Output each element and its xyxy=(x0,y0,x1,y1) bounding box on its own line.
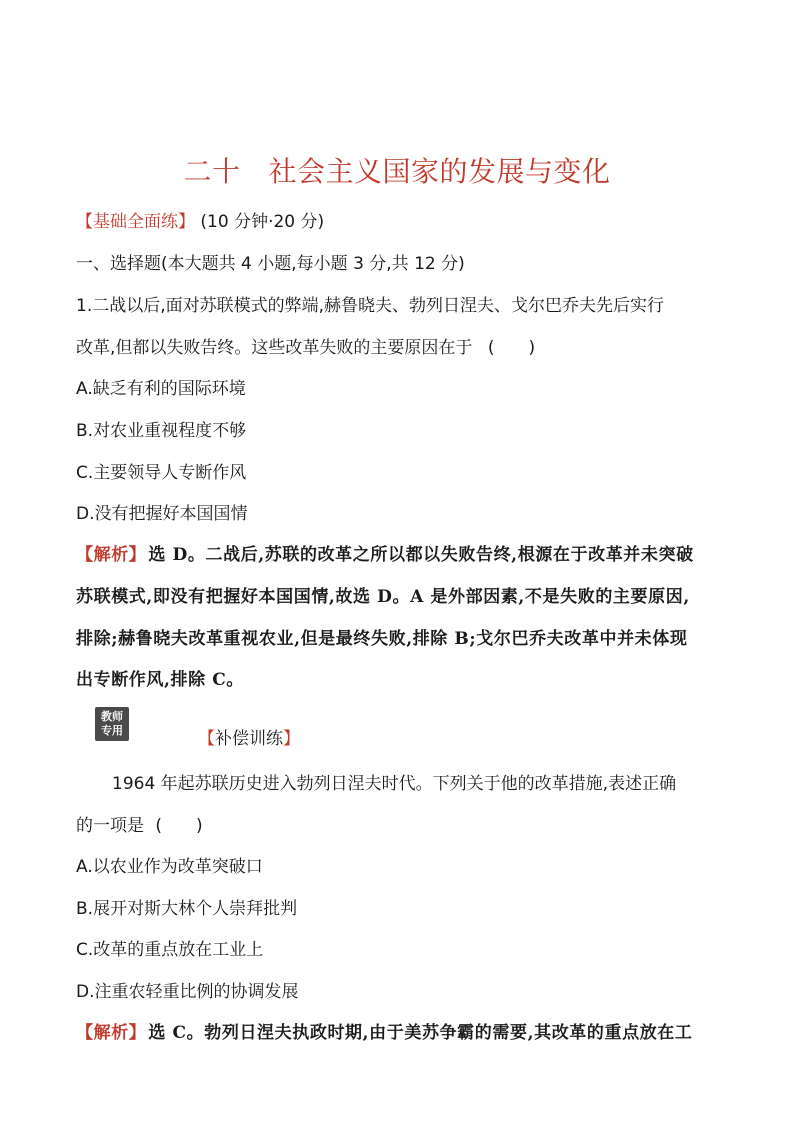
q1-option-b: B.对农业重视程度不够 xyxy=(76,421,247,441)
q2-stem-text: 的一项是 xyxy=(76,816,144,836)
title-text: 社会主义国家的发展与变化 xyxy=(268,155,611,188)
q1-stem-line1: 1.二战以后,面对苏联模式的弊端,赫鲁晓夫、勃列日涅夫、戈尔巴乔夫先后实行 xyxy=(76,296,665,316)
q1-analysis-line4: 出专断作风,排除 C。 xyxy=(76,670,244,690)
q2-option-b: B.展开对斯大林个人崇拜批判 xyxy=(76,899,298,919)
supplement-bracket-open: 【 xyxy=(198,729,215,749)
teacher-badge-line2: 专用 xyxy=(101,724,123,737)
q2-option-c: C.改革的重点放在工业上 xyxy=(76,940,264,960)
q2-option-d: D.注重农轻重比例的协调发展 xyxy=(76,982,299,1002)
q1-analysis-line3: 排除;赫鲁晓夫改革重视农业,但是最终失败,排除 B;戈尔巴乔夫改革中并未体现 xyxy=(76,629,688,649)
page-title xyxy=(0,150,794,190)
q2-stem-line2 xyxy=(76,814,203,838)
section-header xyxy=(76,210,324,234)
supplement-bracket-close: 】 xyxy=(283,729,300,749)
q1-answer-paren-open: ( xyxy=(487,338,495,358)
section-time: (10 分钟·20 分) xyxy=(200,212,325,232)
q1-analysis-text1: 选 D。二战后,苏联的改革之所以都以失败告终,根源在于改革并未突破 xyxy=(148,545,694,565)
q2-analysis-tag: 【解析】 xyxy=(76,1023,147,1043)
section-tag: 【基础全面练】 xyxy=(76,212,195,232)
q2-answer-paren-close: ) xyxy=(196,816,203,836)
q1-option-c: C.主要领导人专断作风 xyxy=(76,463,247,483)
title-number: 二十 xyxy=(183,155,241,188)
q1-option-d: D.没有把握好本国国情 xyxy=(76,504,248,524)
teacher-badge-line1: 教师 xyxy=(101,710,123,723)
q1-option-a: A.缺乏有利的国际环境 xyxy=(76,379,246,399)
supplement-heading xyxy=(198,724,300,749)
q1-analysis-line1 xyxy=(76,543,694,567)
q1-analysis-tag: 【解析】 xyxy=(76,545,147,565)
supplement-label: 补偿训练 xyxy=(215,729,283,749)
q1-analysis-line2: 苏联模式,即没有把握好本国国情,故选 D。A 是外部因素,不是失败的主要原因, xyxy=(76,587,690,607)
q2-stem-line1: 1964 年起苏联历史进入勃列日涅夫时代。下列关于他的改革措施,表述正确 xyxy=(112,774,677,794)
q1-stem-line2 xyxy=(76,336,535,360)
teacher-only-badge xyxy=(95,707,129,741)
q2-analysis-text1: 选 C。勃列日涅夫执政时期,由于美苏争霸的需要,其改革的重点放在工 xyxy=(148,1023,693,1043)
part-heading: 一、选择题(本大题共 4 小题,每小题 3 分,共 12 分) xyxy=(76,254,465,274)
q2-option-a: A.以农业作为改革突破口 xyxy=(76,857,263,877)
q2-analysis-line1 xyxy=(76,1021,693,1045)
q1-answer-paren-close: ) xyxy=(528,338,536,358)
q2-answer-paren-open: ( xyxy=(155,816,163,836)
q1-stem-text: 改革,但都以失败告终。这些改革失败的主要原因在于 xyxy=(76,338,473,358)
